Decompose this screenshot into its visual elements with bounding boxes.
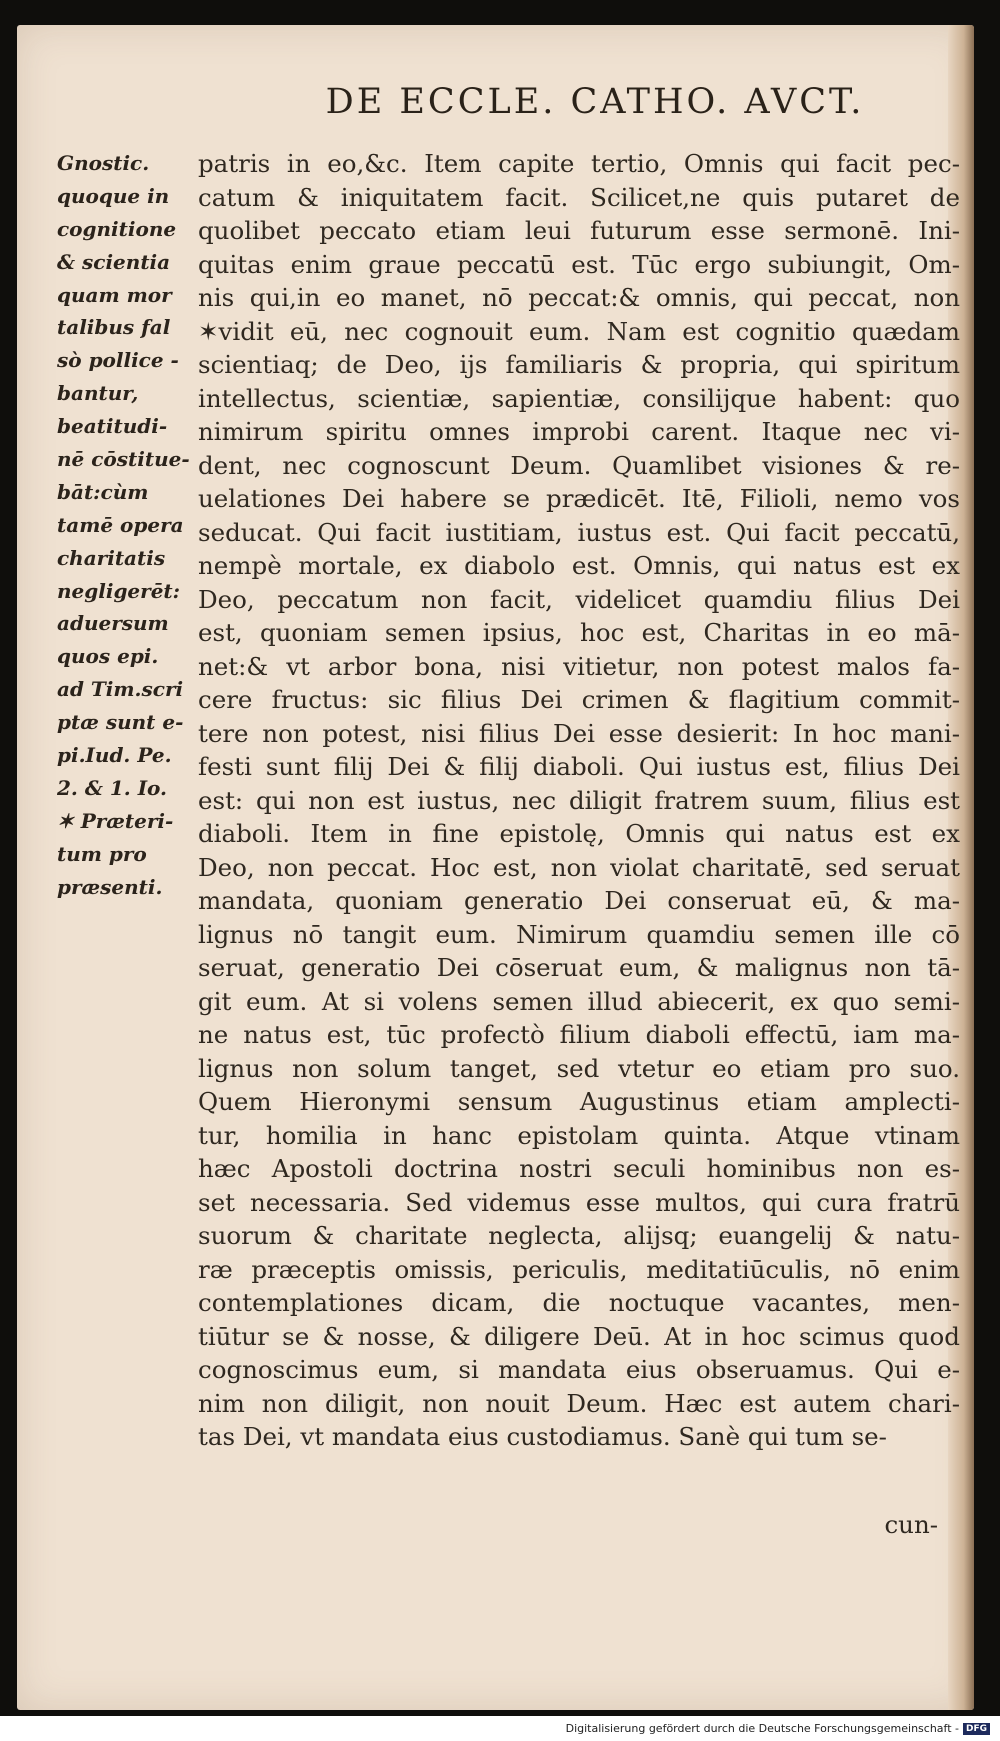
text-line: nis qui,in eo manet, nō peccat:& omnis, qui peccat, non: [198, 283, 960, 312]
margin-note: tum pro: [57, 841, 147, 866]
text-line: ne natus est, tūc profectò filium diaboli effectū, iam ma-: [198, 1020, 960, 1049]
margin-note: beatitudi-: [57, 414, 168, 439]
text-line: suorum & charitate neglecta, alijsq; euangelij & natu-: [198, 1221, 960, 1250]
margin-note: quoque in: [57, 183, 170, 208]
margin-note: Gnostic.: [57, 151, 150, 175]
text-line: lignus non solum tanget, sed vtetur eo etiam pro suo.: [198, 1053, 960, 1083]
dfg-logo: DFG: [963, 1723, 990, 1735]
text-line: set necessaria. Sed videmus esse multos, qui cura fratrū: [198, 1187, 960, 1217]
text-line: Quem Hieronymi sensum Augustinus etiam amplecti-: [198, 1087, 960, 1116]
text-line: net:& vt arbor bona, nisi vitietur, non potest malos fa-: [198, 651, 960, 681]
text-line: catum & iniquitatem facit. Scilicet,ne quis putaret de: [198, 182, 960, 212]
text-line: tiūtur se & nosse, & diligere Deū. At in hoc scimus quod: [198, 1321, 960, 1351]
margin-note: ad Tim.scri: [57, 677, 184, 702]
text-line: quolibet peccato etiam leui futurum esse sermonē. Ini-: [198, 216, 960, 245]
digitization-footer: [566, 1722, 990, 1735]
footer-text: Digitalisierung gefördert durch die Deutsche Forschungsgemeinschaft -: [565, 1722, 959, 1735]
text-line: intellectus, scientiæ, sapientiæ, consilijque habent: quo: [198, 383, 960, 413]
body-text: [198, 147, 960, 1454]
text-line: contemplationes dicam, die noctuque vacantes, men-: [198, 1288, 960, 1317]
margin-note: talibus fal: [57, 315, 171, 340]
text-line: scientiaq; de Deo, ijs familiaris & propria, qui spiritum: [198, 350, 960, 379]
text-line: ✶vidit eū, nec cognouit eum. Nam est cognitio quædam: [198, 316, 960, 346]
text-line: git eum. At si volens semen illud abiecerit, ex quo semi-: [198, 986, 960, 1016]
margin-note: bāt:cùm: [57, 479, 149, 504]
margin-note: aduersum: [57, 611, 169, 636]
margin-note: quos epi.: [57, 644, 159, 669]
margin-note: charitatis: [57, 545, 166, 570]
text-line: est: qui non est iustus, nec diligit fratrem suum, filius est: [198, 785, 960, 815]
margin-note: ✶ Præteri-: [57, 808, 174, 833]
text-line: ræ præceptis omissis, periculis, meditatiūculis, nō enim: [198, 1254, 960, 1284]
margin-notes: [57, 147, 205, 903]
margin-note: 2. & 1. Io.: [57, 775, 168, 800]
text-line: seruat, generatio Dei cōseruat eum, & malignus non tā-: [198, 953, 960, 982]
margin-note: nē cōstitue-: [57, 447, 190, 472]
margin-note: negligerēt:: [57, 578, 181, 603]
margin-note: pi.Iud. Pe.: [57, 743, 172, 768]
margin-note: bantur,: [57, 381, 139, 406]
text-line: patris in eo,&c. Item capite tertio, Omnis qui facit pec-: [198, 149, 960, 178]
text-line: nimirum spiritu omnes improbi carent. Itaque nec vi-: [198, 417, 960, 446]
text-line: tas Dei, vt mandata eius custodiamus. Sanè qui tum se-: [198, 1422, 887, 1451]
text-line: hæc Apostoli doctrina nostri seculi hominibus non es-: [198, 1154, 960, 1183]
text-line: est, quoniam semen ipsius, hoc est, Charitas in eo mā-: [198, 618, 960, 647]
text-line: seducat. Qui facit iustitiam, iustus est. Qui facit peccatū,: [198, 517, 960, 547]
text-line: dent, nec cognoscunt Deum. Quamlibet visiones & re-: [198, 450, 960, 480]
text-line: Deo, non peccat. Hoc est, non violat charitatē, sed seruat: [198, 852, 960, 882]
text-line: Deo, peccatum non facit, videlicet quamdiu filius Dei: [198, 584, 960, 614]
text-line: mandata, quoniam generatio Dei conseruat eū, & ma-: [198, 886, 960, 915]
margin-note: præsenti.: [57, 874, 163, 899]
margin-note: tamē opera: [57, 512, 184, 537]
margin-note: quam mor: [57, 282, 172, 307]
catchword: cun-: [884, 1510, 938, 1539]
margin-note: ptæ sunt e-: [57, 710, 184, 735]
margin-note: sò pollice -: [57, 348, 179, 373]
running-head: DE ECCLE. CATHO. AVCT.: [325, 82, 865, 122]
text-line: cere fructus: sic filius Dei crimen & flagitium commit-: [198, 685, 960, 714]
text-line: diaboli. Item in fine epistolę, Omnis qui natus est ex: [198, 819, 960, 848]
text-line: nempè mortale, ex diabolo est. Omnis, qui natus est ex: [198, 551, 960, 580]
text-line: tere non potest, nisi filius Dei esse desierit: In hoc mani-: [198, 718, 960, 748]
text-line: festi sunt filij Dei & filij diaboli. Qui iustus est, filius Dei: [198, 752, 960, 781]
text-line: nim non diligit, non nouit Deum. Hæc est autem chari-: [198, 1388, 960, 1418]
text-line: quitas enim graue peccatū est. Tūc ergo subiungit, Om-: [198, 249, 960, 279]
margin-note: cognitione: [57, 216, 177, 241]
text-line: uelationes Dei habere se prædicēt. Itē, Filioli, nemo vos: [198, 484, 960, 513]
text-line: cognoscimus eum, si mandata eius obseruamus. Qui e-: [198, 1355, 960, 1384]
text-line: lignus nō tangit eum. Nimirum quamdiu semen ille cō: [198, 919, 960, 949]
margin-note: & scientia: [57, 249, 171, 274]
text-line: tur, homilia in hanc epistolam quinta. Atque vtinam: [198, 1120, 960, 1150]
